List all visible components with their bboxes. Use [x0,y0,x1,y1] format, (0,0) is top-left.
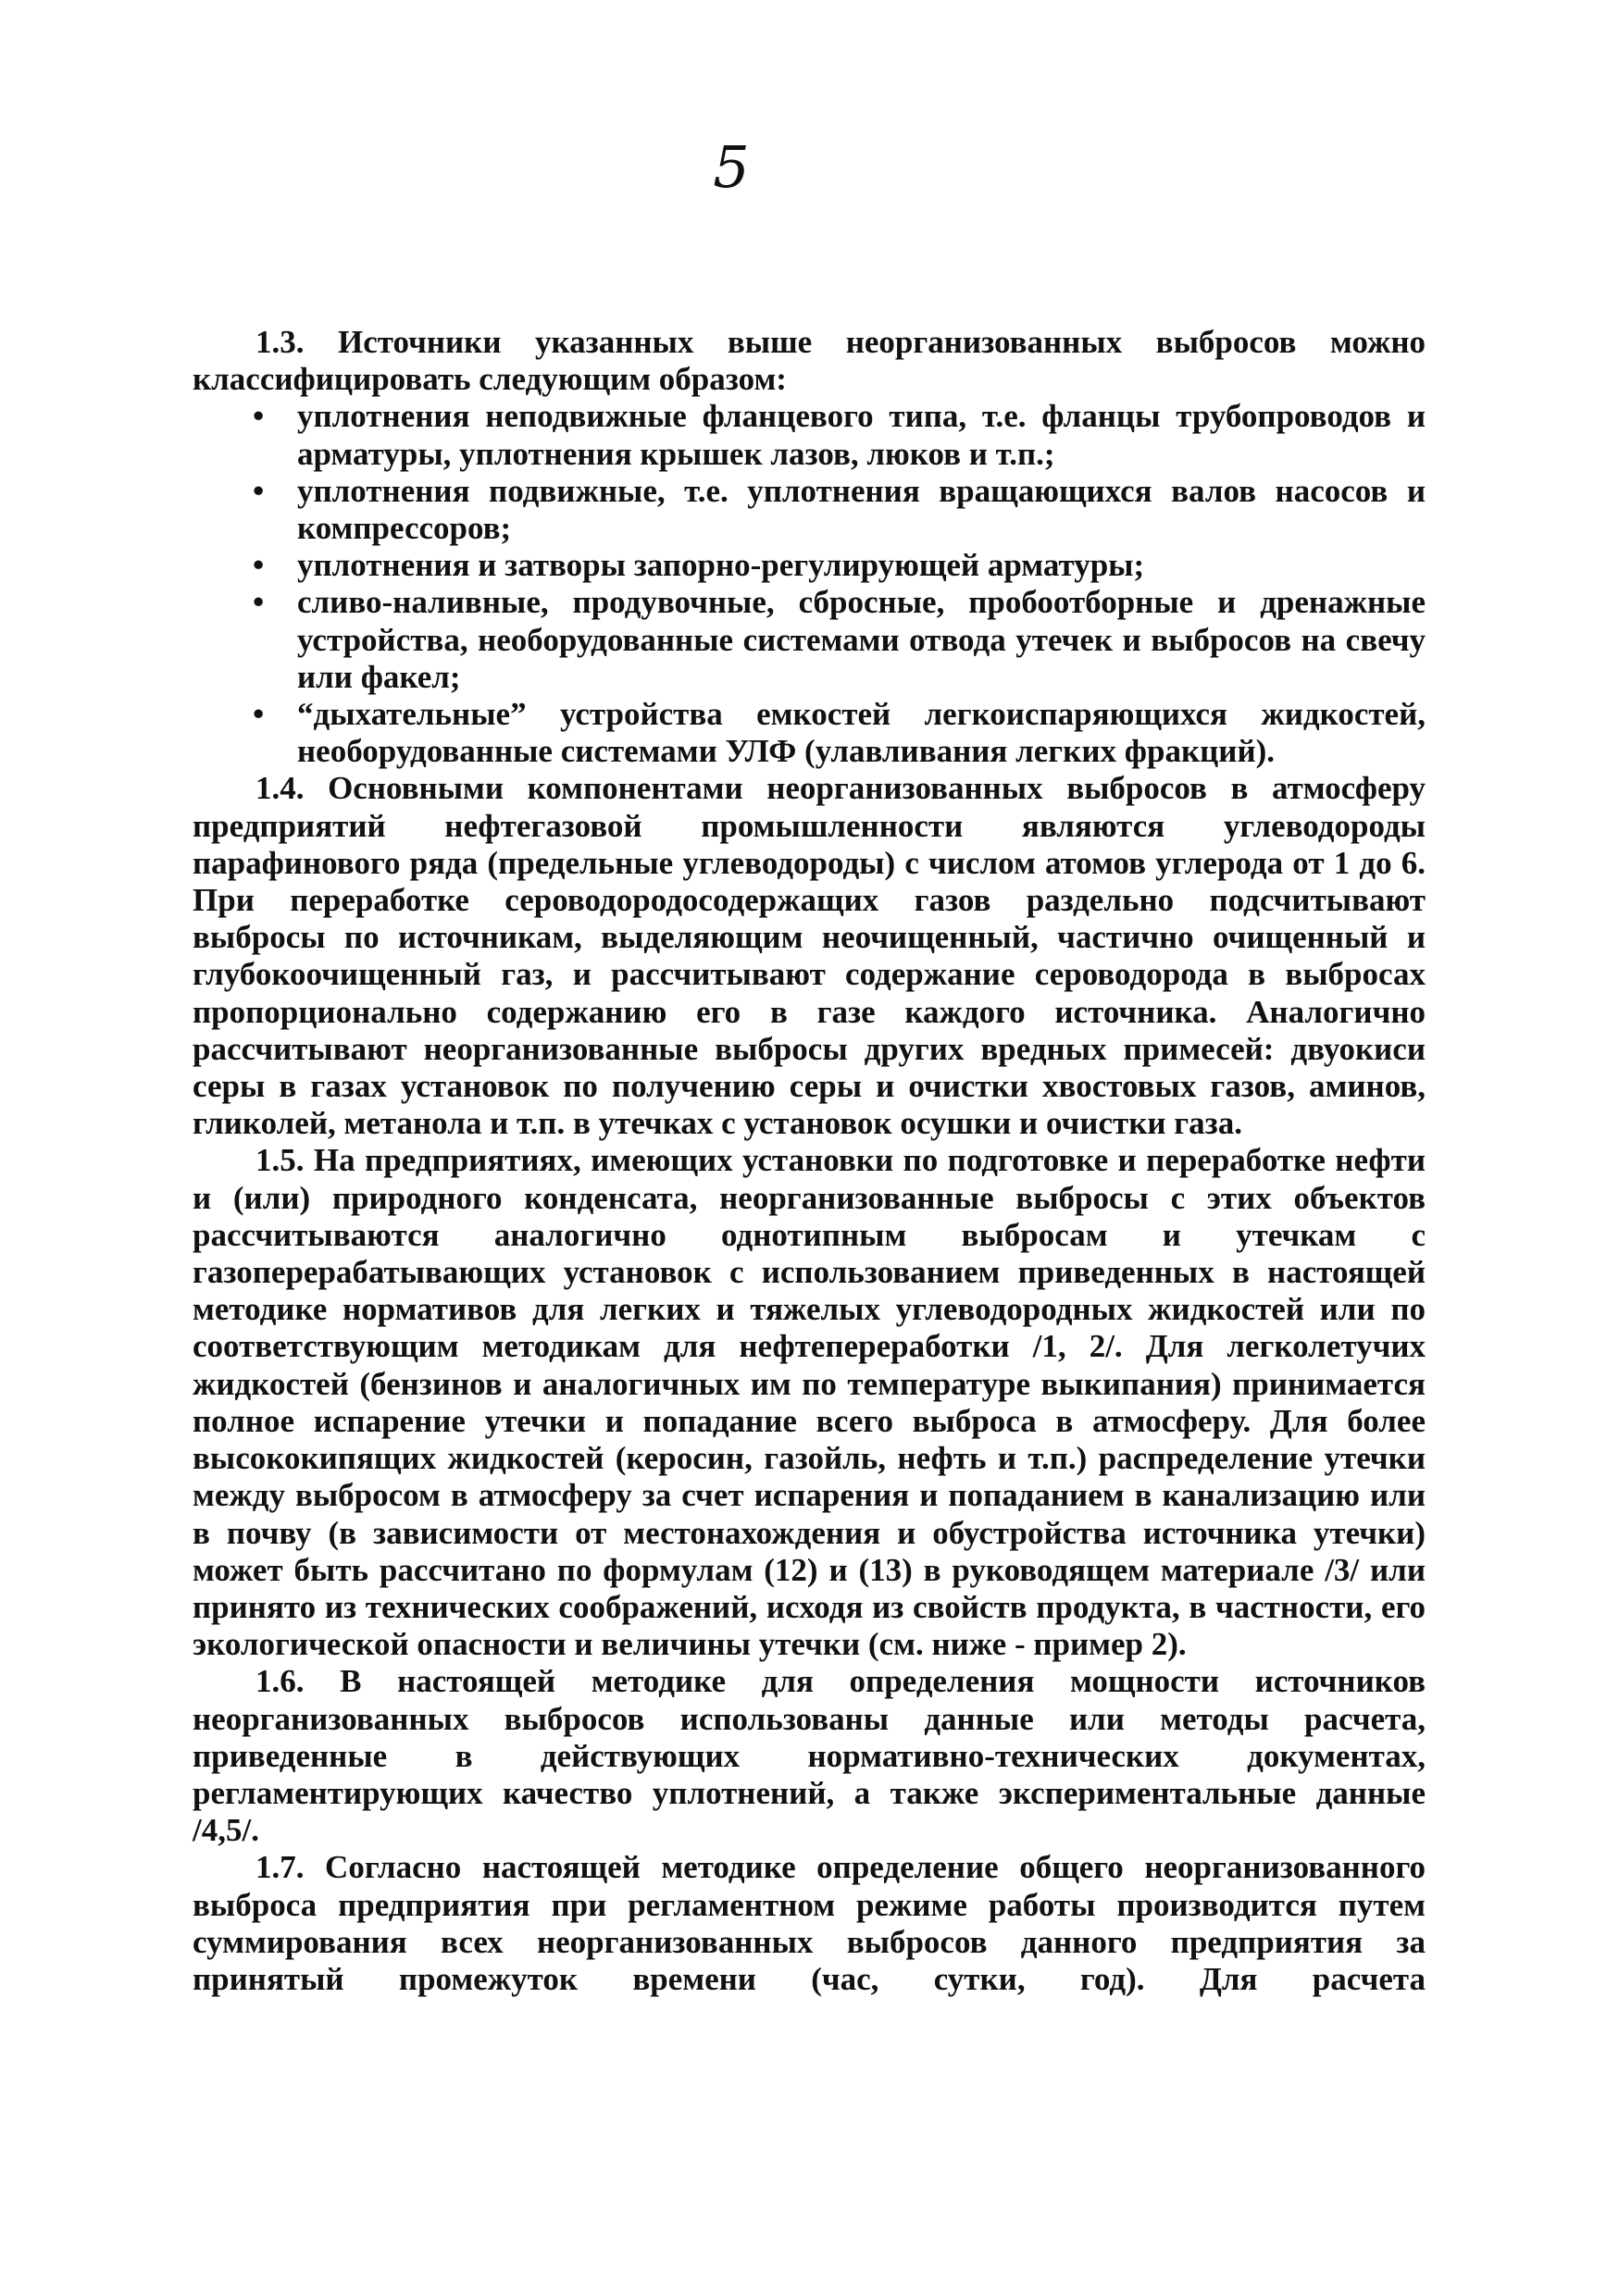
list-item-text: уплотнения неподвижные фланцевого типа, т.е. фланцы трубопроводов и арматуры, уплотнения крышек лазов, люков и т.п.; [297,398,1426,472]
list-item [193,584,1426,696]
document-body [193,324,1426,1998]
section-1-5-paragraph: 1.5. На предприятиях, имеющих установки по подготовке и переработке нефти и (или) природного конденсата, неорганизованные выбросы с этих объектов рассчитываются аналогично однотипным выбросам и утечкам с газоперерабатывающих установок с использованием приведенных в настоящей методике нормативов для легких и тяжелых углеводородных жидкостей или по соответствующим методикам для нефтепереработки /1, 2/. Для легколетучих жидкостей (бензинов и аналогичных им по температуре выкипания) принимается полное испарение утечки и попадание всего выброса в атмосферу. Для более высококипящих жидкостей (керосин, газойль, нефть и т.п.) распределение утечки между выбросом в атмосферу за счет испарения и попаданием в канализацию или в почву (в зависимости от местонахождения и обустройства источника утечки) может быть рассчитано по формулам (12) и (13) в руководящем материале /3/ или принято из технических соображений, исходя из свойств продукта, в частности, его экологической опасности и величины утечки (см. ниже - пример 2). [193,1142,1426,1663]
source-classification-list [193,398,1426,770]
list-item-text: уплотнения и затворы запорно-регулирующей арматуры; [297,547,1145,584]
section-1-7-paragraph: 1.7. Согласно настоящей методике определение общего неорганизованного выброса предприятия при регламентном режиме работы производится путем суммирования всех неорганизованных выбросов данного предприятия за принятый промежуток времени (час, сутки, год). Для расчета [193,1849,1426,1997]
bullet-icon: • [253,398,265,435]
section-1-6-paragraph: 1.6. В настоящей методике для определения мощности источников неорганизованных выбросов использованы данные или методы расчета, приведенные в действующих нормативно-технических документах, регламентирующих качество уплотнений, а также экспериментальные данные /4,5/. [193,1663,1426,1849]
bullet-icon: • [253,547,265,584]
list-item-text: “дыхательные” устройства емкостей легкоиспаряющихся жидкостей, необорудованные системами УЛФ (улавливания легких фракций). [297,696,1426,770]
bullet-icon: • [253,472,265,509]
bullet-icon: • [253,696,265,733]
page-number: 5 [713,133,750,201]
list-item [193,473,1426,547]
section-1-3-intro: 1.3. Источники указанных выше неорганизованных выбросов можно классифицировать следующим образом: [193,324,1426,398]
list-item-text: уплотнения подвижные, т.е. уплотнения вращающихся валов насосов и компрессоров; [297,472,1426,547]
section-1-4-paragraph: 1.4. Основными компонентами неорганизованных выбросов в атмосферу предприятий нефтегазовой промышленности являются углеводороды парафинового ряда (предельные углеводороды) с числом атомов углерода от 1 до 6. При переработке сероводородосодержащих газов раздельно подсчитывают выбросы по источникам, выделяющим неочищенный, частично очищенный и глубокоочищенный газ, и рассчитывают содержание сероводорода в выбросах пропорционально содержанию его в газе каждого источника. Аналогично рассчитывают неорганизованные выбросы других вредных примесей: двуокиси серы в газах установок по получению серы и очистки хвостовых газов, аминов, гликолей, метанола и т.п. в утечках с установок осушки и очистки газа. [193,770,1426,1142]
list-item-text: сливо-наливные, продувочные, сбросные, пробоотборные и дренажные устройства, необорудованные системами отвода утечек и выбросов на свечу или факел; [297,584,1426,695]
list-item [193,547,1426,584]
list-item [193,696,1426,770]
list-item [193,398,1426,472]
bullet-icon: • [253,584,265,621]
